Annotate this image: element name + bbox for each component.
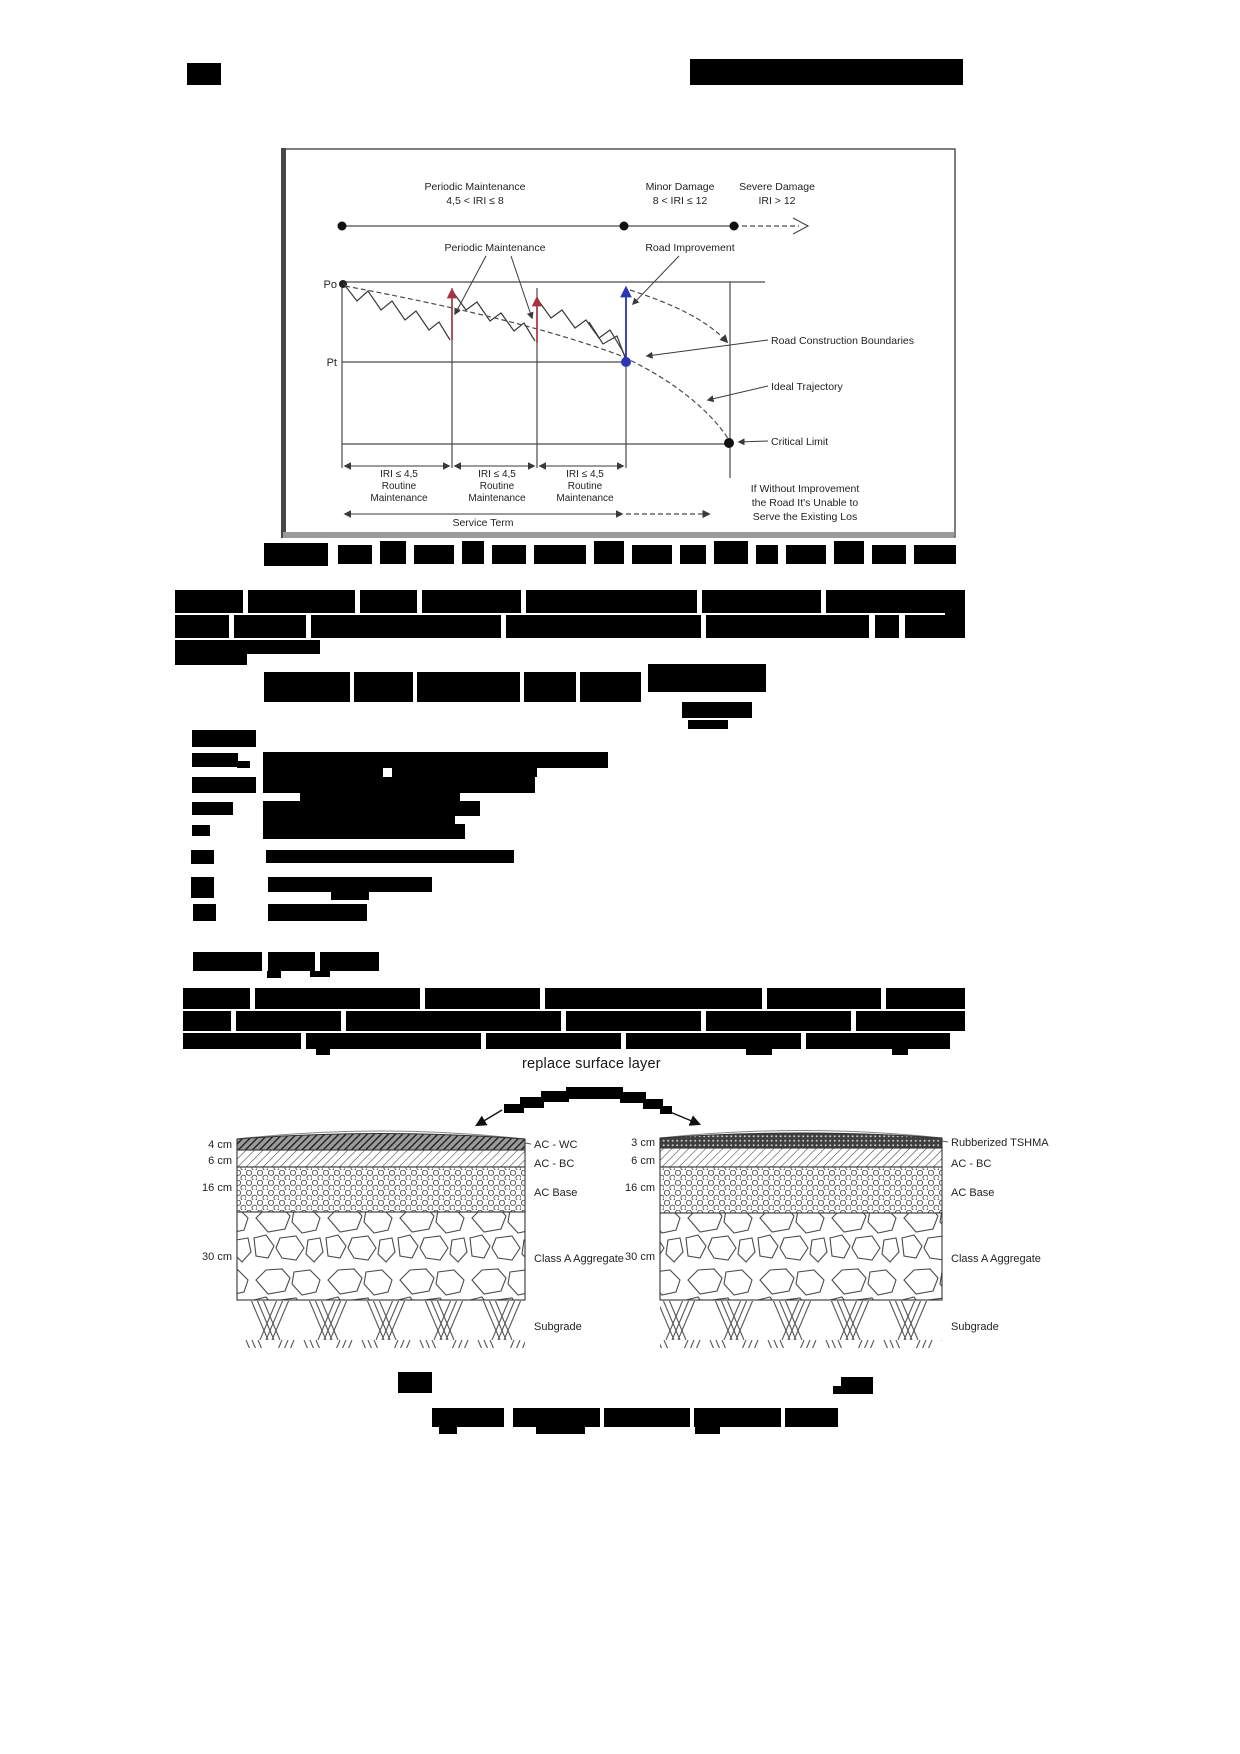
redaction-gap: [262, 952, 268, 971]
redaction-bar: [892, 1049, 908, 1055]
depth-label: 30 cm: [202, 1251, 232, 1263]
redacted-paragraph-line: [183, 1011, 965, 1031]
redacted-symbol: [191, 877, 214, 898]
redaction-gap: [697, 590, 702, 613]
note-line: the Road It's Unable to: [751, 497, 859, 509]
segment-label: IRI ≤ 4,5: [566, 469, 604, 480]
note-line: If Without Improvement: [750, 483, 860, 495]
redacted-definition: [266, 850, 514, 863]
layer-label: AC - WC: [534, 1139, 578, 1151]
timeline-dot: [620, 222, 629, 231]
redaction-gap: [231, 1011, 236, 1031]
segment-label: Routine: [479, 481, 515, 492]
replace-arrow-left: [477, 1110, 502, 1125]
depth-label: 30 cm: [625, 1251, 655, 1263]
subgrade-hatch: [237, 1301, 525, 1348]
layer-label: Subgrade: [534, 1321, 582, 1333]
redaction-gap: [481, 1033, 486, 1049]
label-leader: [525, 1143, 531, 1144]
redaction-gap: [701, 1011, 706, 1031]
redaction-gap: [355, 590, 360, 613]
redaction-bar: [714, 541, 748, 564]
redacted-symbol: [192, 802, 233, 815]
redacted-symbol: [192, 777, 256, 793]
redacted-where-label: [192, 730, 256, 747]
redaction-bar: [746, 1049, 772, 1055]
redaction-bar: [414, 545, 454, 564]
redacted-definition: [263, 801, 480, 816]
segment-label: Routine: [381, 481, 417, 492]
service-term-label: Service Term: [452, 517, 514, 529]
layer-label: Subgrade: [951, 1321, 999, 1333]
redaction-bar: [310, 971, 330, 977]
redaction-bar: [534, 545, 586, 564]
redaction-gap: [801, 1033, 806, 1049]
redaction-bar: [541, 1091, 569, 1102]
zone-periodic-range: 4,5 < IRI ≤ 8: [446, 195, 504, 207]
segment-label: Maintenance: [370, 493, 428, 504]
redacted-subfigure-a: [398, 1372, 432, 1393]
figure-bottom-shadow: [283, 532, 954, 538]
redaction-gap: [341, 1011, 346, 1031]
redacted-fraction-numerator: [648, 664, 766, 692]
segment-label: IRI ≤ 4,5: [380, 469, 418, 480]
segment-label: IRI ≤ 4,5: [478, 469, 516, 480]
redaction-gap: [306, 615, 311, 638]
ac-base-layer: [660, 1167, 942, 1213]
redaction-gap: [851, 1011, 856, 1031]
ac-wc-layer: [237, 1134, 525, 1151]
pt-axis-label: Pt: [326, 357, 337, 369]
redaction-bar: [834, 541, 864, 564]
redacted-paragraph-line: [175, 640, 320, 654]
layer-label: AC - BC: [534, 1158, 575, 1170]
redaction-gap: [621, 1033, 626, 1049]
redacted-equation: [264, 672, 641, 702]
redacted-paragraph-line: [175, 590, 965, 613]
layer-label: AC Base: [951, 1187, 995, 1199]
redaction-gap: [600, 1408, 604, 1427]
redaction-bar: [267, 971, 281, 978]
zone-severe-range: IRI > 12: [758, 195, 796, 207]
redaction-bar: [756, 545, 778, 564]
segment-label: Maintenance: [556, 493, 614, 504]
ac-bc-layer: [660, 1148, 942, 1167]
redaction-gap: [762, 988, 767, 1009]
timeline-dot: [338, 222, 347, 231]
redaction-gap: [821, 590, 826, 613]
redaction-bar: [380, 541, 406, 564]
redacted-caption-label: [264, 543, 328, 566]
boundaries-callout: Road Construction Boundaries: [771, 335, 915, 347]
redacted-symbol: [193, 904, 216, 921]
redacted-running-head: [690, 59, 963, 85]
redaction-gap: [250, 988, 255, 1009]
redaction-bar: [316, 1049, 330, 1055]
layer-label: Class A Aggregate: [951, 1253, 1041, 1265]
road-improvement-label: Road Improvement: [645, 242, 735, 254]
depth-label: 3 cm: [631, 1137, 655, 1149]
ideal-callout: Ideal Trajectory: [771, 381, 843, 393]
rubberized-layer: [660, 1133, 942, 1148]
zone-minor-range: 8 < IRI ≤ 12: [652, 195, 708, 207]
redaction-gap: [501, 615, 506, 638]
no-improvement-note: [751, 483, 860, 523]
redaction-bar: [695, 1427, 720, 1434]
aggregate-layer: [660, 1213, 942, 1300]
redaction-bar: [593, 1087, 623, 1099]
redaction-gap: [899, 615, 905, 638]
improvement-point: [621, 357, 631, 367]
redaction-gap: [301, 1033, 306, 1049]
redacted-symbol: [237, 761, 250, 768]
redaction-gap: [417, 590, 422, 613]
redacted-paragraph-line: [183, 1033, 950, 1049]
redaction-gap: [576, 672, 580, 702]
replace-arrow-right: [670, 1112, 699, 1124]
redacted-definition: [263, 777, 535, 793]
redaction-bar: [620, 1092, 646, 1103]
label-leader: [942, 1141, 948, 1142]
redaction-bar: [872, 545, 906, 564]
redacted-symbol: [192, 753, 238, 767]
periodic-maintenance-label: Periodic Maintenance: [444, 242, 546, 254]
redaction-bar: [462, 541, 484, 564]
segment-labels: [370, 469, 614, 504]
redaction-gap: [540, 988, 545, 1009]
redacted-paragraph-line: [183, 988, 965, 1009]
figure-left-edge: [281, 148, 286, 538]
layer-label: AC Base: [534, 1187, 578, 1199]
redaction-bar: [594, 541, 624, 564]
po-axis-label: Po: [323, 279, 337, 291]
redaction-gap: [690, 1408, 694, 1427]
redaction-gap: [781, 1408, 785, 1427]
redaction-gap: [243, 590, 248, 613]
ac-base-layer: [237, 1167, 525, 1212]
redaction-bar: [536, 1427, 585, 1434]
redacted-definition: [263, 768, 383, 777]
zone-minor-title: Minor Damage: [645, 181, 715, 193]
zone-severe-title: Severe Damage: [739, 181, 815, 193]
depth-label: 16 cm: [625, 1182, 655, 1194]
redaction-bar: [680, 545, 706, 564]
redacted-subfigure-b: [841, 1377, 873, 1394]
timeline-dot: [730, 222, 739, 231]
redaction-bar: [914, 545, 956, 564]
redaction-gap: [521, 590, 526, 613]
redacted-paragraph-line: [175, 654, 247, 665]
critical-limit-dot: [724, 438, 734, 448]
redaction-gap: [561, 1011, 566, 1031]
zone-periodic-title: Periodic Maintenance: [424, 181, 526, 193]
redaction-bar: [338, 545, 372, 564]
redacted-paragraph-line: [175, 615, 965, 638]
redaction-bar: [833, 1386, 842, 1394]
redaction-bar: [632, 545, 672, 564]
redaction-gap: [315, 952, 320, 971]
redaction-gap: [420, 988, 425, 1009]
aggregate-layer: [237, 1212, 525, 1300]
redacted-page-number: [187, 63, 221, 85]
redaction-gap: [229, 615, 234, 638]
redaction-bar: [492, 545, 526, 564]
redacted-caption-text: [513, 1408, 838, 1427]
redacted-symbol: [192, 825, 210, 836]
layer-label: Rubberized TSHMA: [951, 1137, 1049, 1149]
redacted-section-heading: [193, 952, 379, 971]
redacted-caption-label: [432, 1408, 504, 1427]
depth-label: 6 cm: [631, 1155, 655, 1167]
redaction-bar: [566, 1087, 596, 1099]
pavement-left-diagram: [202, 1131, 624, 1348]
redacted-fraction-denominator: [682, 702, 752, 718]
redaction-gap: [413, 672, 417, 702]
note-line: Serve the Existing Los: [752, 511, 858, 523]
redacted-fraction-tail: [688, 720, 728, 729]
redaction-gap: [701, 615, 706, 638]
redaction-bar: [439, 1427, 457, 1434]
redaction-gap: [350, 672, 354, 702]
redaction-bar: [520, 1097, 544, 1108]
segment-label: Maintenance: [468, 493, 526, 504]
road-deterioration-figure: [281, 148, 956, 538]
replace-surface-layer-label: replace surface layer: [522, 1056, 661, 1072]
redacted-definition: [268, 877, 432, 892]
redacted-arc-annotation: [504, 1087, 672, 1114]
redaction-gap: [881, 988, 886, 1009]
layer-label: Class A Aggregate: [534, 1253, 624, 1265]
redacted-definition: [263, 752, 608, 768]
redacted-symbol: [191, 850, 214, 864]
subgrade-hatch: [660, 1301, 942, 1348]
layer-label: AC - BC: [951, 1158, 992, 1170]
depth-label: 6 cm: [208, 1155, 232, 1167]
redacted-definition: [263, 824, 465, 839]
redaction-gap: [520, 672, 524, 702]
segment-label: Routine: [567, 481, 603, 492]
pavement-structures-figure: [180, 1080, 1060, 1365]
redaction-gap: [869, 615, 875, 638]
ac-bc-layer: [237, 1150, 525, 1167]
redaction-bar: [786, 545, 826, 564]
redacted-definition: [268, 904, 367, 921]
critical-callout: Critical Limit: [771, 436, 829, 448]
pavement-right-diagram: [625, 1131, 1049, 1349]
depth-label: 16 cm: [202, 1182, 232, 1194]
redacted-definition: [331, 892, 369, 900]
redacted-equation-number: [945, 612, 965, 632]
depth-label: 4 cm: [208, 1139, 232, 1151]
redacted-definition: [392, 768, 537, 777]
